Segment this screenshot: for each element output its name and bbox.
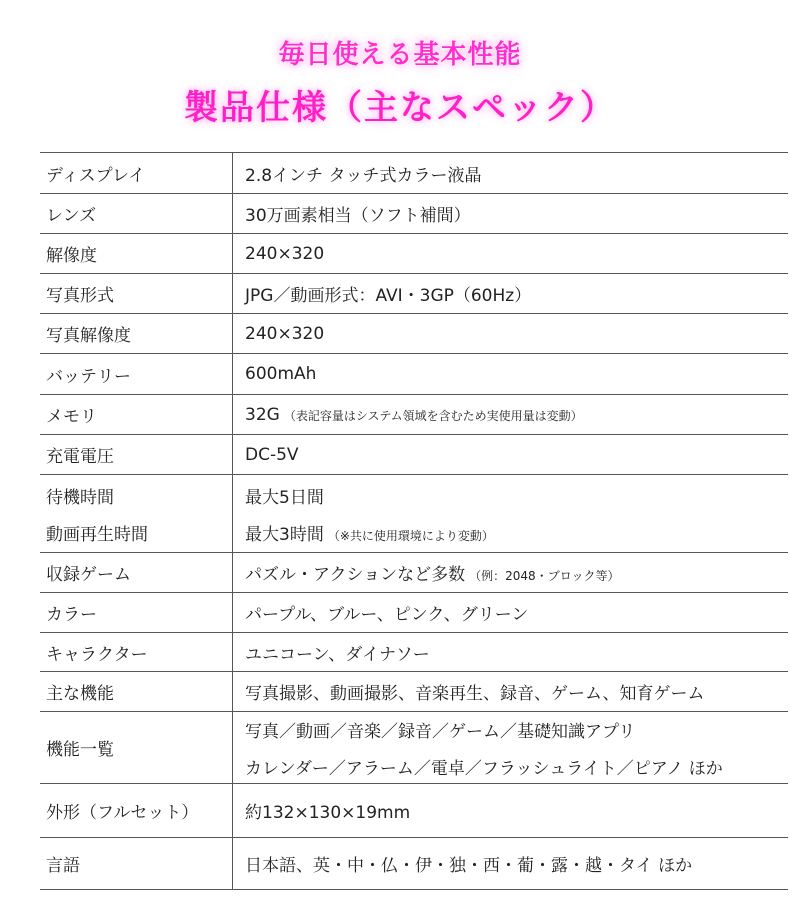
spec-value-cell	[233, 194, 789, 234]
spec-row-character	[40, 633, 788, 672]
spec-label: 待機時間	[46, 487, 114, 508]
spec-label: 収録ゲーム	[46, 565, 131, 585]
spec-value-line	[245, 600, 788, 625]
spec-value-cell	[233, 354, 789, 395]
spec-value-cell	[233, 274, 789, 314]
spec-label: バッテリー	[46, 366, 131, 387]
spec-value-cell	[233, 672, 789, 712]
spec-value-line	[245, 324, 788, 344]
spec-value-cell	[233, 314, 789, 354]
spec-value-cell	[233, 475, 789, 553]
spec-row-games	[40, 553, 788, 593]
spec-label-cell	[40, 633, 233, 672]
spec-value-line	[245, 405, 788, 425]
spec-value: 30万画素相当（ソフト補間）	[245, 206, 471, 226]
spec-note: （表記容量はシステム領域を含むため実使用量は変動）	[283, 408, 583, 423]
spec-value: 日本語、英・中・仏・伊・独・西・葡・露・越・タイ ほか	[245, 856, 693, 876]
spec-row-charging-voltage	[40, 435, 788, 475]
spec-value-cell	[233, 553, 789, 593]
spec-value-line	[245, 679, 788, 704]
spec-value-line	[245, 483, 788, 508]
spec-value-cell	[233, 395, 789, 435]
spec-value-line	[245, 560, 788, 585]
spec-row-feature-list	[40, 712, 788, 784]
spec-value-line	[245, 161, 788, 186]
spec-label: メモリ	[46, 407, 97, 427]
spec-value-line	[245, 281, 788, 306]
spec-label-cell	[40, 435, 233, 475]
spec-label: カラー	[46, 605, 97, 625]
spec-label-cell	[40, 784, 233, 838]
spec-value-line	[245, 364, 788, 384]
spec-value: 写真撮影、動画撮影、音楽再生、録音、ゲーム、知育ゲーム	[245, 684, 705, 704]
spec-label-cell	[40, 475, 233, 553]
spec-value-cell	[233, 633, 789, 672]
spec-table-body	[40, 153, 788, 890]
spec-label-cell	[40, 234, 233, 274]
spec-value: 最大3時間	[245, 524, 324, 545]
spec-label-cell	[40, 354, 233, 395]
spec-value-line	[245, 754, 788, 779]
spec-label-cell	[40, 838, 233, 890]
spec-value: 2.8インチ タッチ式カラー液晶	[245, 165, 482, 186]
spec-value: 最大5日間	[245, 487, 324, 508]
spec-label: 言語	[46, 856, 80, 876]
spec-value: 240×320	[245, 323, 325, 344]
spec-row-dimensions	[40, 784, 788, 838]
spec-label-cell	[40, 712, 233, 784]
spec-row-display	[40, 153, 788, 194]
spec-row-color	[40, 593, 788, 633]
spec-note: （※共に使用環境により変動）	[327, 528, 494, 543]
spec-label-cell	[40, 314, 233, 354]
spec-value-line	[245, 798, 788, 823]
spec-value: 約132×130×19mm	[245, 803, 411, 823]
spec-value-cell	[233, 712, 789, 784]
spec-value: DC-5V	[245, 444, 299, 465]
spec-label-cell	[40, 672, 233, 712]
spec-row-language	[40, 838, 788, 890]
spec-row-main-features	[40, 672, 788, 712]
spec-value: 32G	[245, 404, 280, 425]
spec-label: 動画再生時間	[46, 524, 148, 545]
spec-value-cell	[233, 234, 789, 274]
spec-table	[40, 152, 788, 890]
spec-label-cell	[40, 194, 233, 234]
spec-row-memory	[40, 395, 788, 435]
spec-note: （例：2048・ブロック等）	[469, 569, 620, 583]
spec-value-line	[245, 520, 788, 545]
spec-label: 解像度	[46, 246, 97, 266]
spec-value: パズル・アクションなど多数	[245, 565, 466, 585]
section-subtitle: 毎日使える基本性能	[278, 40, 522, 70]
spec-value: JPG／動画形式：AVI・3GP（60Hz）	[245, 286, 532, 306]
spec-label-cell	[40, 593, 233, 633]
spec-value-cell	[233, 838, 789, 890]
spec-label: 機能一覧	[46, 740, 114, 760]
spec-label: 写真解像度	[46, 326, 131, 346]
spec-label: 写真形式	[46, 286, 114, 306]
spec-label: 充電電圧	[46, 447, 114, 467]
spec-value-line	[245, 244, 788, 264]
spec-label: キャラクター	[46, 644, 148, 665]
spec-label: 外形（フルセット）	[46, 803, 199, 823]
spec-row-lens	[40, 194, 788, 234]
spec-label: レンズ	[46, 206, 97, 226]
spec-value: 600mAh	[245, 364, 317, 384]
spec-value: 写真／動画／音楽／録音／ゲーム／基礎知識アプリ	[245, 721, 636, 742]
spec-value: 240×320	[245, 243, 325, 264]
spec-row-photo-resolution	[40, 314, 788, 354]
spec-value: カレンダー／アラーム／電卓／フラッシュライト／ピアノ ほか	[245, 758, 723, 779]
spec-value-line	[245, 201, 788, 226]
spec-row-battery	[40, 354, 788, 395]
page-title: 製品仕様（主なスペック）	[184, 88, 616, 128]
spec-value-cell	[233, 153, 789, 194]
spec-row-standby-time	[40, 475, 788, 553]
spec-label-cell	[40, 153, 233, 194]
spec-label-cell	[40, 274, 233, 314]
spec-label-cell	[40, 553, 233, 593]
spec-value-line	[245, 851, 788, 876]
spec-value: パープル、ブルー、ピンク、グリーン	[245, 605, 529, 625]
spec-label: 主な機能	[46, 684, 114, 704]
spec-value: ユニコーン、ダイナソー	[245, 644, 430, 665]
spec-label-cell	[40, 395, 233, 435]
spec-value-line	[245, 445, 788, 465]
spec-value-cell	[233, 593, 789, 633]
spec-value-line	[245, 640, 788, 665]
spec-label: ディスプレイ	[46, 165, 146, 186]
spec-value-line	[245, 717, 788, 742]
spec-value-cell	[233, 784, 789, 838]
spec-row-photo-format	[40, 274, 788, 314]
spec-row-resolution	[40, 234, 788, 274]
spec-value-cell	[233, 435, 789, 475]
